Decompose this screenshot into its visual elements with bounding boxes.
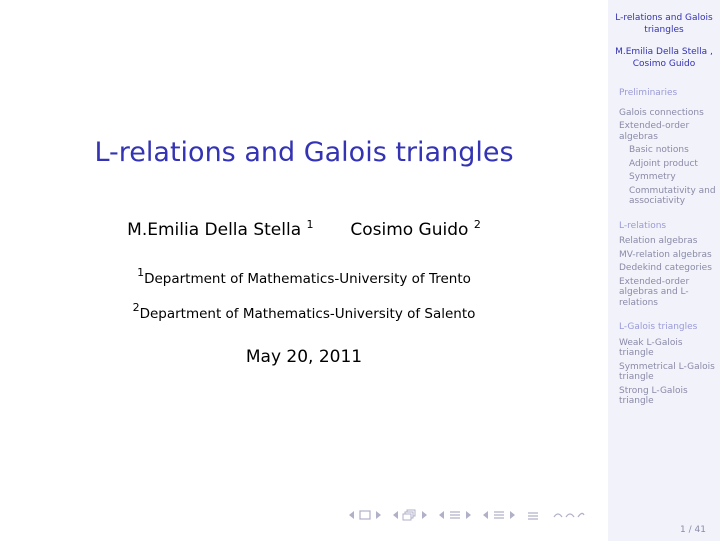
nav-frame-icon[interactable] xyxy=(358,509,372,521)
sidebar xyxy=(608,0,720,541)
nav-next-frame-icon[interactable] xyxy=(372,509,384,521)
toc-subsubsection[interactable]: Adjoint product xyxy=(629,158,698,169)
sidebar-toc xyxy=(619,88,719,407)
slide-title: L-relations and Galois triangles xyxy=(94,137,514,168)
nav-subsection-icon[interactable] xyxy=(402,509,418,521)
affiliation-1 xyxy=(0,266,608,287)
nav-prev-section-icon[interactable] xyxy=(436,509,448,521)
affiliation-2 xyxy=(0,301,608,322)
toc-section-preliminaries[interactable]: Preliminaries xyxy=(619,88,678,98)
page-number: 1 / 41 xyxy=(680,525,706,535)
toc-subsection[interactable]: Galois connections xyxy=(619,107,704,118)
toc-subsection[interactable]: Extended-order algebras xyxy=(619,121,690,142)
slide-date: May 20, 2011 xyxy=(245,347,363,367)
nav-next-section-icon[interactable] xyxy=(462,509,474,521)
nav-back-forward-icon[interactable] xyxy=(552,509,586,521)
nav-next-subsection-icon[interactable] xyxy=(418,509,430,521)
author-1: M.Emilia Della Stella xyxy=(127,220,302,240)
sidebar-authors[interactable] xyxy=(608,46,720,70)
nav-prev-document-icon[interactable] xyxy=(480,509,492,521)
nav-section-icon[interactable] xyxy=(448,509,462,521)
nav-next-document-icon[interactable] xyxy=(506,509,518,521)
toc-subsection[interactable]: Strong L-Galois triangle xyxy=(619,385,688,406)
toc-section-l-relations[interactable]: L-relations xyxy=(619,220,667,231)
sidebar-authors-line-2: Cosimo Guido xyxy=(632,59,696,69)
author-2: Cosimo Guido xyxy=(350,220,469,240)
nav-prev-frame-icon[interactable] xyxy=(346,509,358,521)
sidebar-title[interactable] xyxy=(608,12,720,36)
nav-document-icon[interactable] xyxy=(492,509,506,521)
toc-subsubsection[interactable]: Symmetry xyxy=(629,172,676,182)
beamer-navigation xyxy=(346,508,586,522)
toc-subsection[interactable]: Extended-order algebras and L-relations xyxy=(619,276,690,308)
toc-subsection[interactable]: Dedekind categories xyxy=(619,263,712,273)
sidebar-authors-line-1: M.Emilia Della Stella , xyxy=(615,47,713,57)
toc-section-l-galois-triangles[interactable]: L-Galois triangles xyxy=(619,322,698,332)
toc-subsection[interactable]: MV-relation algebras xyxy=(619,249,712,260)
author-1-affiliation-mark: 1 xyxy=(306,218,314,231)
toc-subsection[interactable]: Symmetrical L-Galois triangle xyxy=(619,361,715,382)
toc-subsubsection[interactable]: Commutativity and associativity xyxy=(629,185,716,206)
affiliation-1-text: Department of Mathematics-University of Trento xyxy=(144,271,471,287)
authors-line xyxy=(0,218,608,240)
nav-prev-subsection-icon[interactable] xyxy=(390,509,402,521)
sidebar-title-line-2: triangles xyxy=(644,25,684,35)
sidebar-title-line-1: L-relations and Galois xyxy=(615,13,713,23)
toc-subsection[interactable]: Relation algebras xyxy=(619,236,698,246)
nav-appendix-icon[interactable] xyxy=(526,509,540,521)
toc-subsubsection[interactable]: Basic notions xyxy=(629,145,689,155)
affiliation-1-mark: 1 xyxy=(137,266,145,279)
toc-subsection[interactable]: Weak L-Galois triangle xyxy=(619,337,683,358)
affiliation-2-mark: 2 xyxy=(132,301,140,314)
author-2-affiliation-mark: 2 xyxy=(473,218,481,231)
affiliation-2-text: Department of Mathematics-University of Salento xyxy=(139,306,476,322)
